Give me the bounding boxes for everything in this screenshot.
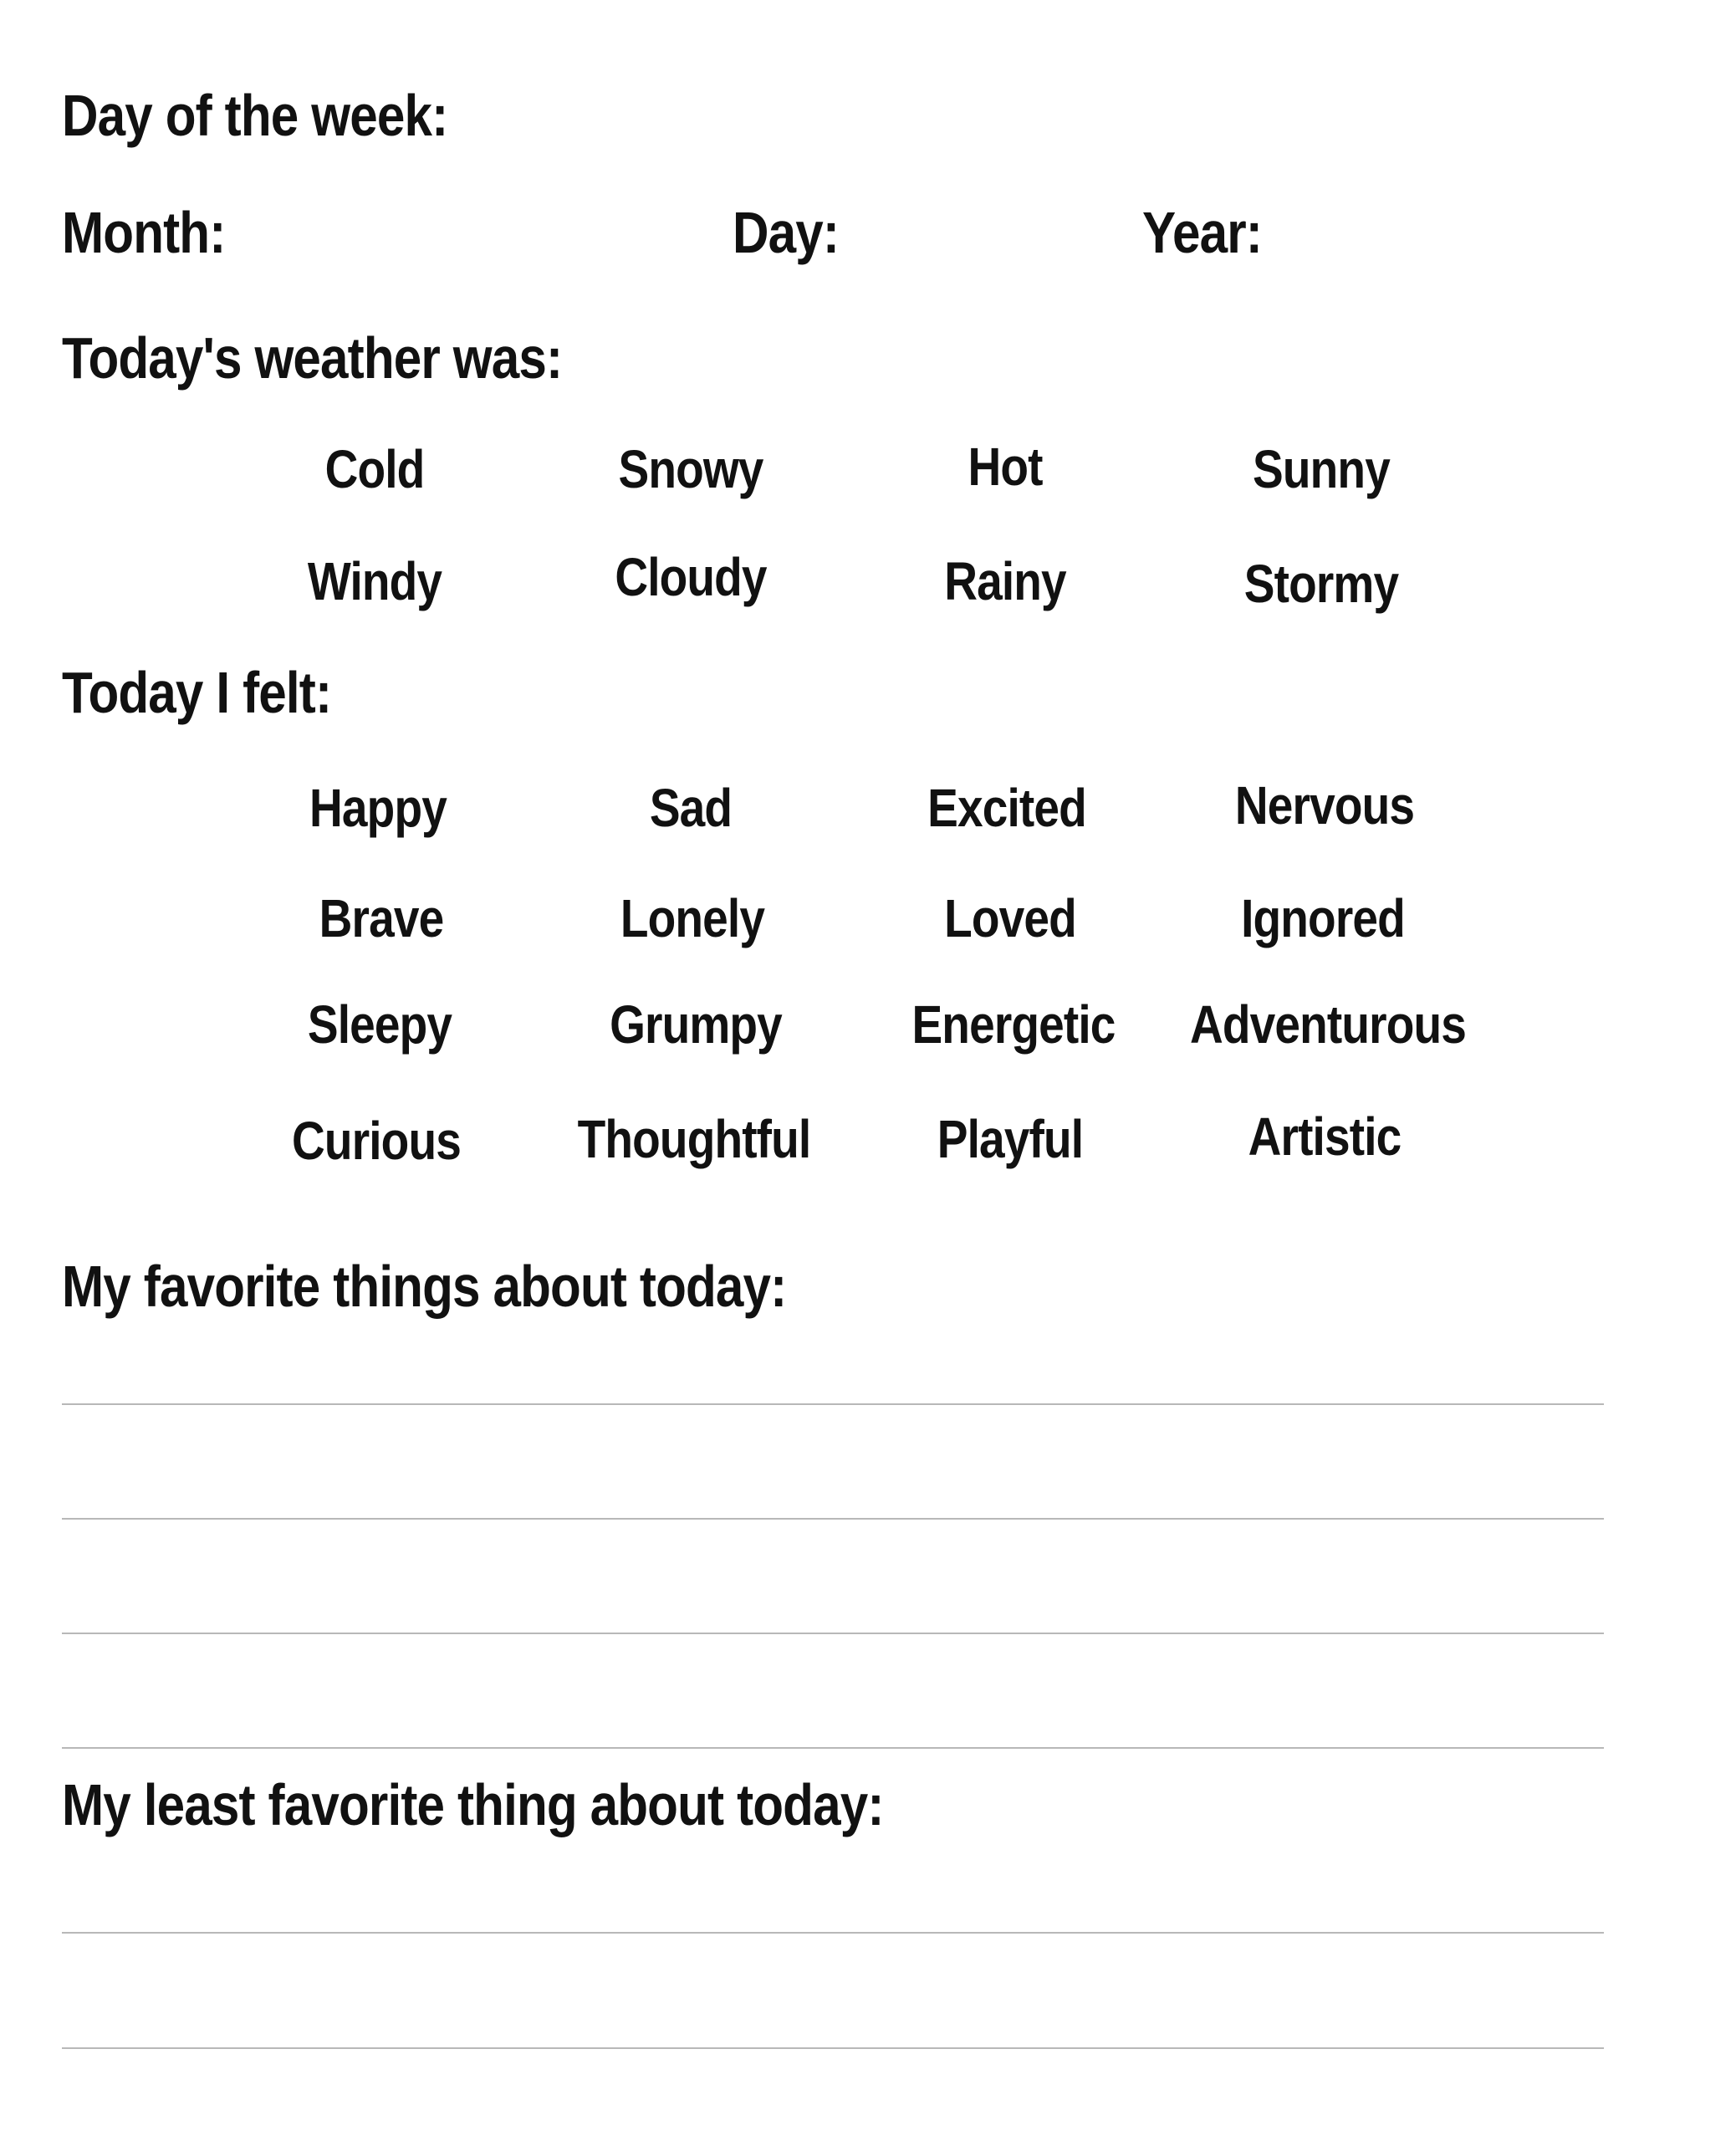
feeling-option-lonely[interactable]: Lonely <box>620 888 765 948</box>
feeling-option-grumpy[interactable]: Grumpy <box>610 994 782 1055</box>
weather-heading: Today's weather was: <box>62 325 563 391</box>
weather-option-rainy[interactable]: Rainy <box>944 551 1066 611</box>
weather-option-stormy[interactable]: Stormy <box>1243 554 1399 614</box>
feeling-option-excited[interactable]: Excited <box>927 778 1086 838</box>
feeling-option-artistic[interactable]: Artistic <box>1248 1106 1402 1167</box>
feeling-option-sleepy[interactable]: Sleepy <box>307 994 452 1055</box>
weather-option-windy[interactable]: Windy <box>307 551 442 611</box>
favorite-writing-line-3[interactable] <box>62 1633 1604 1634</box>
feeling-option-adventurous[interactable]: Adventurous <box>1190 994 1466 1055</box>
feeling-option-nervous[interactable]: Nervous <box>1234 775 1415 835</box>
month-label: Month: <box>62 200 226 265</box>
feeling-option-ignored[interactable]: Ignored <box>1241 888 1405 948</box>
feelings-heading: Today I felt: <box>62 660 332 725</box>
day-of-week-label: Day of the week: <box>62 83 448 148</box>
least-favorite-writing-line-2[interactable] <box>62 2047 1604 2049</box>
least-favorite-heading: My least favorite thing about today: <box>62 1772 884 1837</box>
feeling-option-loved[interactable]: Loved <box>944 888 1076 948</box>
year-label: Year: <box>1142 200 1262 265</box>
weather-option-cloudy[interactable]: Cloudy <box>615 547 767 607</box>
feeling-option-sad[interactable]: Sad <box>649 778 733 838</box>
day-label: Day: <box>733 200 840 265</box>
feeling-option-brave[interactable]: Brave <box>319 888 444 948</box>
favorite-heading: My favorite things about today: <box>62 1254 787 1319</box>
feeling-option-happy[interactable]: Happy <box>309 778 447 838</box>
favorite-writing-line-4[interactable] <box>62 1747 1604 1749</box>
feeling-option-playful[interactable]: Playful <box>937 1109 1084 1169</box>
favorite-writing-line-2[interactable] <box>62 1518 1604 1520</box>
weather-option-hot[interactable]: Hot <box>968 437 1043 497</box>
weather-option-cold[interactable]: Cold <box>324 439 425 499</box>
feeling-option-thoughtful[interactable]: Thoughtful <box>577 1109 811 1169</box>
weather-option-sunny[interactable]: Sunny <box>1253 439 1390 499</box>
feeling-option-energetic[interactable]: Energetic <box>911 994 1116 1055</box>
favorite-writing-line-1[interactable] <box>62 1403 1604 1405</box>
least-favorite-writing-line-1[interactable] <box>62 1932 1604 1934</box>
weather-option-snowy[interactable]: Snowy <box>618 439 763 499</box>
feeling-option-curious[interactable]: Curious <box>292 1111 461 1171</box>
